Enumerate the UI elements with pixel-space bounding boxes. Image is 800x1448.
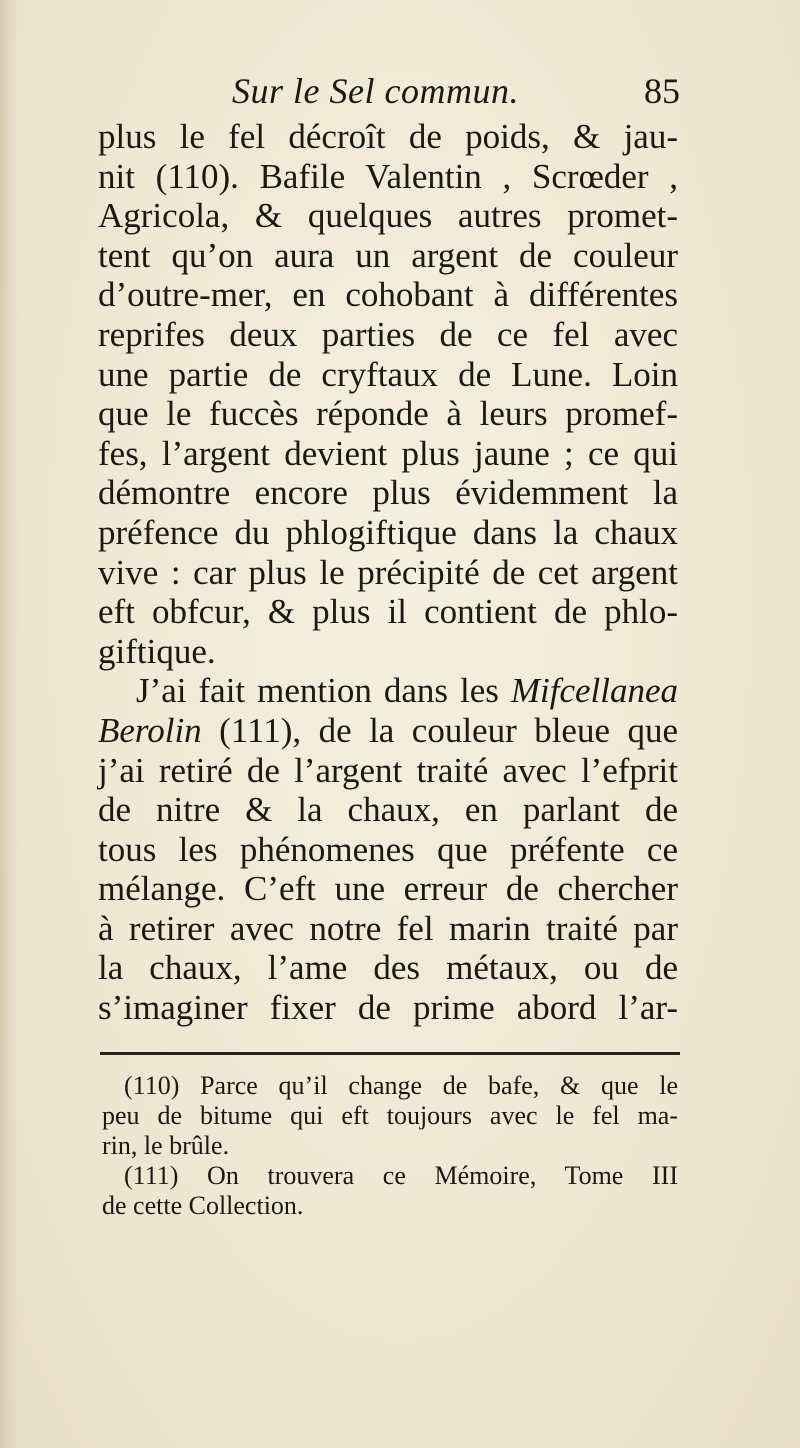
text-line: la chaux, l’ame des métaux, ou de bbox=[98, 948, 678, 988]
text-line: Agricola, & quelques autres promet- bbox=[98, 196, 678, 236]
text-line: plus le fel décroît de poids, & jau- bbox=[98, 117, 678, 156]
body-text bbox=[98, 117, 678, 1028]
text-segment: (111), de la couleur bleue que bbox=[219, 710, 678, 750]
footnote-line: (110) Parce qu’il change de bafe, & que le bbox=[124, 1071, 678, 1100]
text-line: tous les phénomenes que préfente ce bbox=[98, 829, 678, 869]
text-line-paragraph-start bbox=[98, 671, 678, 711]
italic-title: Berolin bbox=[98, 710, 202, 750]
footnote-line: (111) On trouvera ce Mémoire, Tome III bbox=[124, 1161, 678, 1190]
page-number: 85 bbox=[644, 71, 680, 111]
text-line: à retirer avec notre fel marin traité par bbox=[98, 908, 678, 948]
text-line: reprifes deux parties de ce fel avec bbox=[98, 314, 678, 354]
text-line: préfence du phlogiftique dans la chaux bbox=[98, 512, 678, 552]
text-line: démontre encore plus évidemment la bbox=[98, 473, 678, 513]
text-line bbox=[98, 711, 678, 751]
text-line: giftique. bbox=[98, 631, 216, 671]
footnote-line: rin, le brûle. bbox=[102, 1131, 230, 1160]
text-line: vive : car plus le précipité de cet argent bbox=[98, 552, 678, 592]
text-line: s’imaginer fixer de prime abord l’ar- bbox=[98, 988, 678, 1028]
text-line: j’ai retiré de l’argent traité avec l’efprit bbox=[98, 750, 678, 790]
footnote-line: peu de bitume qui eft toujours avec le fel ma- bbox=[102, 1101, 678, 1130]
text-line: nit (110). Bafile Valentin , Scrœder , bbox=[98, 156, 678, 196]
text-line: eft obfcur, & plus il contient de phlo- bbox=[98, 592, 678, 632]
text-line: une partie de cryftaux de Lune. Loin bbox=[98, 354, 678, 394]
text-line: d’outre-mer, en cohobant à différentes bbox=[98, 275, 678, 315]
footnotes bbox=[102, 1071, 678, 1221]
text-line: fes, l’argent devient plus jaune ; ce qui bbox=[98, 433, 678, 473]
text-line: de nitre & la chaux, en parlant de bbox=[98, 790, 678, 830]
running-head: Sur le Sel commun. bbox=[232, 71, 519, 111]
text-segment: J’ai fait mention dans les bbox=[136, 671, 499, 711]
footnote-line: de cette Collection. bbox=[102, 1191, 304, 1220]
text-line: tent qu’on aura un argent de couleur bbox=[98, 235, 678, 275]
page-header bbox=[100, 70, 680, 114]
italic-title: Mifcellanea bbox=[510, 671, 678, 711]
text-line: mélange. C’eft une erreur de chercher bbox=[98, 869, 678, 909]
footnote-rule bbox=[100, 1052, 680, 1055]
text-line: que le fuccès réponde à leurs promef- bbox=[98, 394, 678, 434]
